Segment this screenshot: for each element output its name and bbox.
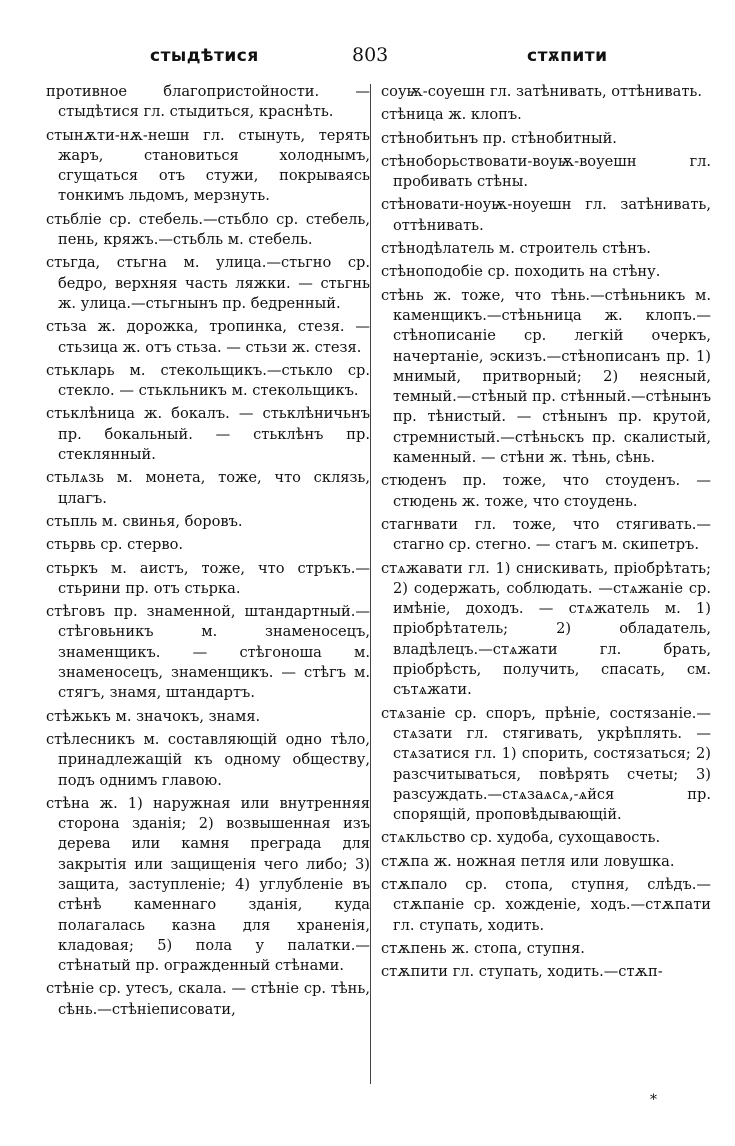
dictionary-entry: стѧжавати гл. 1) снискивать, пріобрѣтать; 2) содержать, соблюдать. —стѧжаніе ср. имѣніе, доходъ. — стѧжатель м. 1) пріобрѣтатель; 2) обладатель, владѣлецъ.—стѧжати гл. брать, пріобрѣсть, получить, спасать, см. сътѧжати. bbox=[381, 559, 711, 699]
dictionary-entry: стѣніе ср. утесъ, скала. — стѣніе ср. тѣнь, сѣнь.—стѣніеписовати, bbox=[46, 980, 370, 1018]
dictionary-entry: стѣноборьствовати-воуѭ-воуешн гл. пробивать стѣны. bbox=[381, 152, 711, 191]
dictionary-entry: стѧзаніе ср. споръ, прѣніе, состязаніе.—стѧзати гл. стягивать, укрѣплять. — стѧзатися гл. 1) спорить, состязаться; 2) разсчитываться, повѣрять счеты; 3) разсуждать.—стѧзаѧсѧ,-ѧйся пр. спорящій, проповѣдывающій. bbox=[381, 704, 711, 824]
right-column bbox=[381, 82, 711, 985]
dictionary-entry: противное благопристойности. — стыдѣтися гл. стыдиться, краснѣть. bbox=[46, 83, 370, 121]
dictionary-entry: соуѭ-соуешн гл. затѣнивать, оттѣнивать. bbox=[381, 83, 702, 100]
dictionary-entry: стѣнь ж. тоже, что тѣнь.—стѣньникъ м. каменщикъ.—стѣньница ж. клопъ.—стѣнописаніе ср. легкій очеркъ, начертаніе, эскизъ.—стѣнописанъ пр. 1) мнимый, притворный; 2) неясный, темный.—стѣный пр. стѣнный.—стѣнынъ пр. тѣнистый. — стѣнынъ пр. крутой, стремнистый.—стѣньскъ пр. скалистый, каменный. — стѣни ж. тѣнь, сѣнь. bbox=[381, 286, 711, 467]
dictionary-entry: стьклѣница ж. бокалъ. — стьклѣничьнъ пр. бокальный. — стьклѣнъ пр. стеклянный. bbox=[46, 405, 370, 464]
dictionary-entry: стьза ж. дорожка, тропинка, стезя. —стьзица ж. отъ стьза. — стьзи ж. стезя. bbox=[46, 318, 370, 356]
dictionary-entry: стьпль м. свинья, боровъ. bbox=[46, 512, 243, 530]
dictionary-entry: стѣнодѣлатель м. строитель стѣнъ. bbox=[381, 240, 651, 258]
dictionary-entry: стынѫти-нѫ-нешн гл. стынуть, терять жаръ, становиться холоднымъ, сгущаться отъ стужи, покрываясь тонкимъ льдомъ, мерзнуть. bbox=[46, 126, 370, 205]
page-header bbox=[0, 40, 735, 74]
dictionary-entry: стѣговъ пр. знаменной, штандартный.—стѣговьникъ м. знаменосецъ, знаменщикъ. — стѣгоноша м. знаменосецъ, знаменщикъ. — стѣгъ м. стягъ, знамя, штандартъ. bbox=[46, 603, 370, 702]
dictionary-entry: стѣница ж. клопъ. bbox=[381, 106, 522, 124]
left-column bbox=[46, 82, 370, 1023]
footer-asterisk: * bbox=[650, 1092, 657, 1108]
dictionary-entry: стѫпа ж. ножная петля или ловушка. bbox=[381, 852, 675, 870]
column-divider bbox=[370, 84, 371, 1084]
dictionary-entry: стѧкльство ср. худоба, сухощавость. bbox=[381, 829, 661, 847]
dictionary-entry: стѣжькъ м. значокъ, знамя. bbox=[46, 707, 261, 725]
dictionary-entry: стькларь м. стекольщикъ.—стькло ср. стекло. — стькльникъ м. стекольщикъ. bbox=[46, 361, 370, 400]
dictionary-entry: стьрвь ср. стерво. bbox=[46, 536, 183, 554]
dictionary-entry: стѣновати-ноуѭ-ноуешн гл. затѣнивать, оттѣнивать. bbox=[381, 196, 711, 234]
dictionary-entry: стагнвати гл. тоже, что стягивать.— стагно ср. стегно. — стагъ м. скипетръ. bbox=[381, 515, 711, 554]
dictionary-entry: стьркъ м. аистъ, тоже, что стръкъ.— стьрини пр. отъ стьрка. bbox=[46, 559, 370, 597]
dictionary-entry: стьлѧзь м. монета, тоже, что склязь, цлагъ. bbox=[46, 469, 370, 507]
left-running-headword: стыдѣтися bbox=[150, 46, 259, 66]
dictionary-entry: стѫпало ср. стопа, ступня, слѣдъ.— стѫпаніе ср. хожденіе, ходъ.—стѫпати гл. ступать, ходить. bbox=[381, 875, 711, 934]
right-running-headword: стѫпити bbox=[527, 46, 608, 66]
dictionary-entry: стѣна ж. 1) наружная или внутренняя сторона зданія; 2) возвышенная изъ дерева или камня преграда для закрытія или защищенія чего либо; 3) защита, заступленіе; 4) углубленіе въ стѣнѣ каменнаго зданія, куда полагалась казна для храненія, кладовая; 5) пола у палатки.— стѣнатый пр. огражденный стѣнами. bbox=[46, 794, 370, 975]
dictionary-entry: стѫпити гл. ступать, ходить.—стѫп- bbox=[381, 963, 663, 981]
dictionary-entry: стюденъ пр. тоже, что стоуденъ. — стюдень ж. тоже, что стоудень. bbox=[381, 472, 711, 510]
dictionary-entry: стѣноподобіе ср. походить на стѣну. bbox=[381, 263, 661, 281]
dictionary-entry: стѣнобитьнъ пр. стѣнобитный. bbox=[381, 129, 617, 147]
page-number: 803 bbox=[352, 44, 389, 66]
dictionary-entry: стѣлесникъ м. составляющій одно тѣло, принадлежащій къ одному обществу, подъ однимъ главою. bbox=[46, 730, 370, 789]
dictionary-entry: стьбліе ср. стебель.—стьбло ср. стебель, пень, кряжъ.—стьбль м. стебель. bbox=[46, 210, 370, 249]
dictionary-entry: стьгда, стьгна м. улица.—стьгно ср. бедро, верхняя часть ляжки. — стьгнь ж. улица.—стьгнынъ пр. бедренный. bbox=[46, 254, 370, 312]
dictionary-entry: стѫпень ж. стопа, ступня. bbox=[381, 939, 585, 957]
